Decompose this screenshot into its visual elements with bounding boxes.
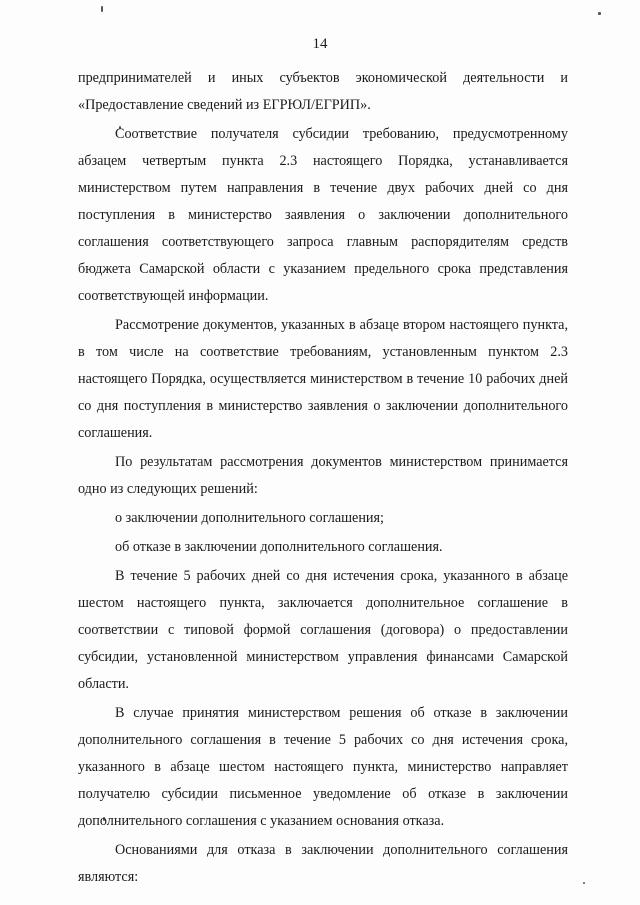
paragraph-1: предпринимателей и иных субъектов экономической деятельности и «Предоставление сведений из ЕГРЮЛ/ЕГРИП». [78, 70, 568, 113]
paragraph-9: Основаниями для отказа в заключении дополнительного соглашения являются: [78, 842, 568, 885]
paragraph-4: По результатам рассмотрения документов министерством принимается одно из следующих решений: [78, 454, 568, 497]
decision-option-1: о заключении дополнительного соглашения; [115, 510, 384, 526]
paragraph-2: Соответствие получателя субсидии требованию, предусмотренному абзацем четвертым пункта 2.3 настоящего Порядка, устанавливается министерством путем направления в течение двух рабочих дней со дня поступления в министерство заявления о заключении дополнительного соглашения соответствующего запроса главным распорядителям средств бюджета Самарской области с указанием предельного срока представления соответствующей информации. [78, 126, 568, 304]
paragraph-3: Рассмотрение документов, указанных в абзаце втором настоящего пункта, в том числе на соответствие требованиям, установленным пунктом 2.3 настоящего Порядка, осуществляется министерством в течение 10 рабочих дней со дня поступления в министерство заявления о заключении дополнительного соглашения. [78, 317, 568, 441]
paragraph-8: В случае принятия министерством решения об отказе в заключении дополнительного соглашения в течение 5 рабочих со дня истечения срока, указанного в абзаце шестом настоящего пункта, министерство направляет получателю субсидии письменное уведомление об отказе в заключении дополнительного соглашения с указанием основания отказа. [78, 705, 568, 829]
document-body [78, 65, 568, 891]
scan-speck [598, 12, 601, 15]
paragraph-7: В течение 5 рабочих дней со дня истечения срока, указанного в абзаце шестом настоящего пункта, заключается дополнительное соглашение в соответствии с типовой формой соглашения (договора) о предоставлении субсидии, установленной министерством управления финансами Самарской области. [78, 568, 568, 692]
scan-speck [101, 6, 103, 12]
scan-speck [583, 882, 585, 884]
decision-option-2: об отказе в заключении дополнительного соглашения. [115, 539, 443, 555]
page-number: 14 [312, 36, 328, 52]
